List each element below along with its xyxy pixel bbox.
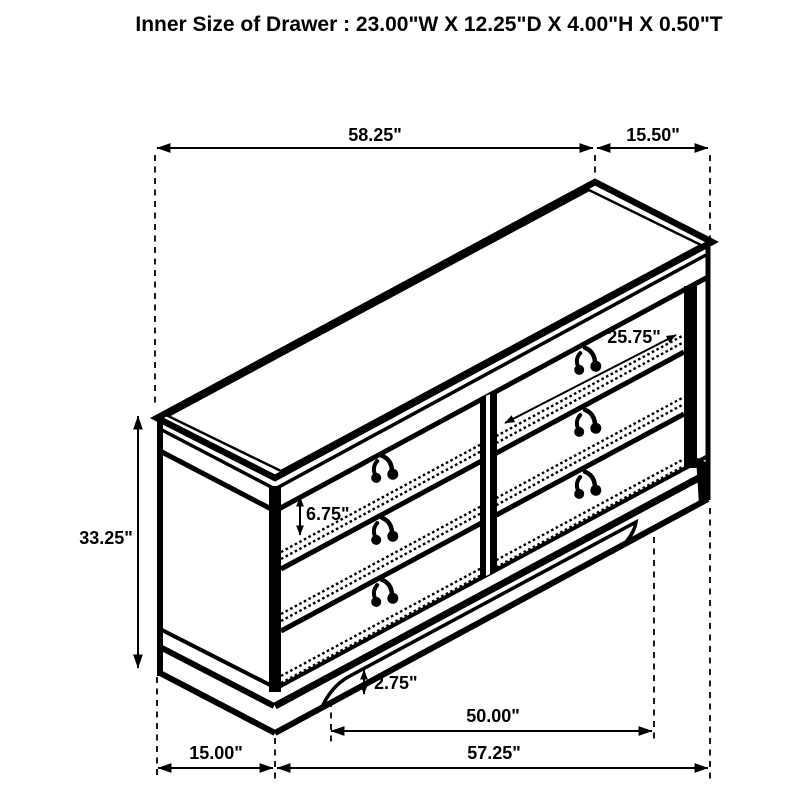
dim-label-top-width: 58.25" <box>348 125 402 145</box>
diagram-title: Inner Size of Drawer : 23.00"W X 12.25"D X 4.00"H X 0.50"T <box>135 13 723 36</box>
dim-label-height: 33.25" <box>79 528 133 548</box>
dim-label-base-width: 57.25" <box>467 743 521 763</box>
front-right-stile <box>684 286 697 468</box>
dim-label-drawer-width: 25.75" <box>607 327 661 347</box>
dim-label-top-depth: 15.50" <box>626 125 680 145</box>
dim-label-drawer-face-height: 6.75" <box>306 504 350 524</box>
dim-label-base-inner-width: 50.00" <box>466 706 520 726</box>
front-left-corner-stile <box>269 486 281 692</box>
dim-label-base-depth: 15.00" <box>189 743 243 763</box>
center-stile-groove <box>486 394 490 576</box>
dim-label-foot-height: 2.75" <box>374 673 418 693</box>
